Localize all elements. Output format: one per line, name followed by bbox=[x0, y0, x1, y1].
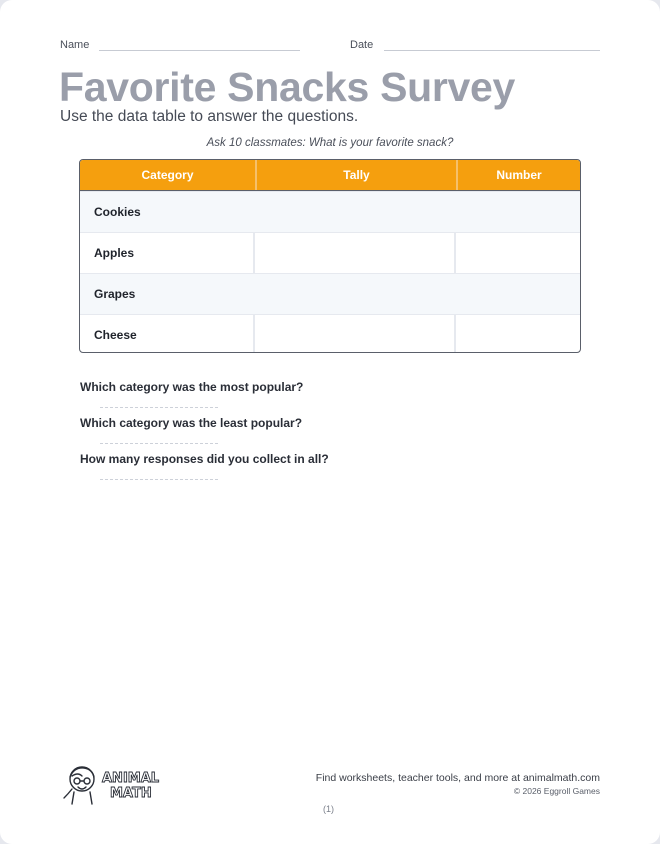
copyright: © 2026 Eggroll Games bbox=[513, 786, 600, 796]
kid-mascot-icon bbox=[60, 762, 170, 808]
category-cell: Grapes bbox=[94, 287, 136, 301]
table-row bbox=[80, 314, 580, 353]
date-field[interactable] bbox=[384, 50, 600, 51]
page-title: Favorite Snacks Survey bbox=[59, 64, 516, 110]
table-row bbox=[80, 273, 580, 314]
question-text: How many responses did you collect in all? bbox=[80, 452, 329, 466]
table-row bbox=[80, 191, 580, 232]
survey-prompt: Ask 10 classmates: What is your favorite snack? bbox=[206, 137, 454, 149]
data-table bbox=[79, 159, 581, 353]
table-row bbox=[80, 232, 580, 273]
answer-field[interactable] bbox=[100, 443, 218, 444]
column-header-number: Number bbox=[496, 168, 542, 182]
question-text: Which category was the least popular? bbox=[80, 416, 303, 430]
tally-cell[interactable] bbox=[255, 192, 454, 232]
name-label: Name bbox=[60, 39, 90, 51]
category-cell: Cookies bbox=[94, 205, 141, 219]
category-cell: Apples bbox=[80, 233, 255, 273]
number-cell[interactable] bbox=[454, 192, 580, 232]
answer-field[interactable] bbox=[100, 407, 218, 408]
date-label: Date bbox=[350, 39, 374, 51]
table-header bbox=[80, 160, 580, 191]
footer-website-link[interactable]: Find worksheets, teacher tools, and more at animalmath.com bbox=[315, 772, 600, 784]
instructions: Use the data table to answer the questions. bbox=[60, 108, 359, 125]
number-cell[interactable] bbox=[456, 315, 580, 353]
page-number: (1) bbox=[323, 804, 334, 814]
column-header-tally: Tally bbox=[257, 160, 458, 190]
question-item bbox=[80, 451, 329, 487]
question-item bbox=[80, 379, 329, 415]
svg-text:ANIMAL: ANIMAL bbox=[102, 771, 160, 786]
tally-cell[interactable] bbox=[255, 233, 456, 273]
question-text: Which category was the most popular? bbox=[80, 380, 304, 394]
animal-math-logo bbox=[60, 762, 170, 808]
name-field[interactable] bbox=[99, 50, 300, 51]
answer-field[interactable] bbox=[100, 479, 218, 480]
column-header-category: Category bbox=[80, 160, 257, 190]
number-cell[interactable] bbox=[454, 274, 580, 314]
tally-cell[interactable] bbox=[255, 274, 454, 314]
question-list bbox=[80, 379, 329, 487]
number-cell[interactable] bbox=[456, 233, 580, 273]
svg-text:MATH: MATH bbox=[110, 786, 152, 801]
tally-cell[interactable] bbox=[255, 315, 456, 353]
question-item bbox=[80, 415, 329, 451]
category-cell: Cheese bbox=[80, 315, 255, 353]
